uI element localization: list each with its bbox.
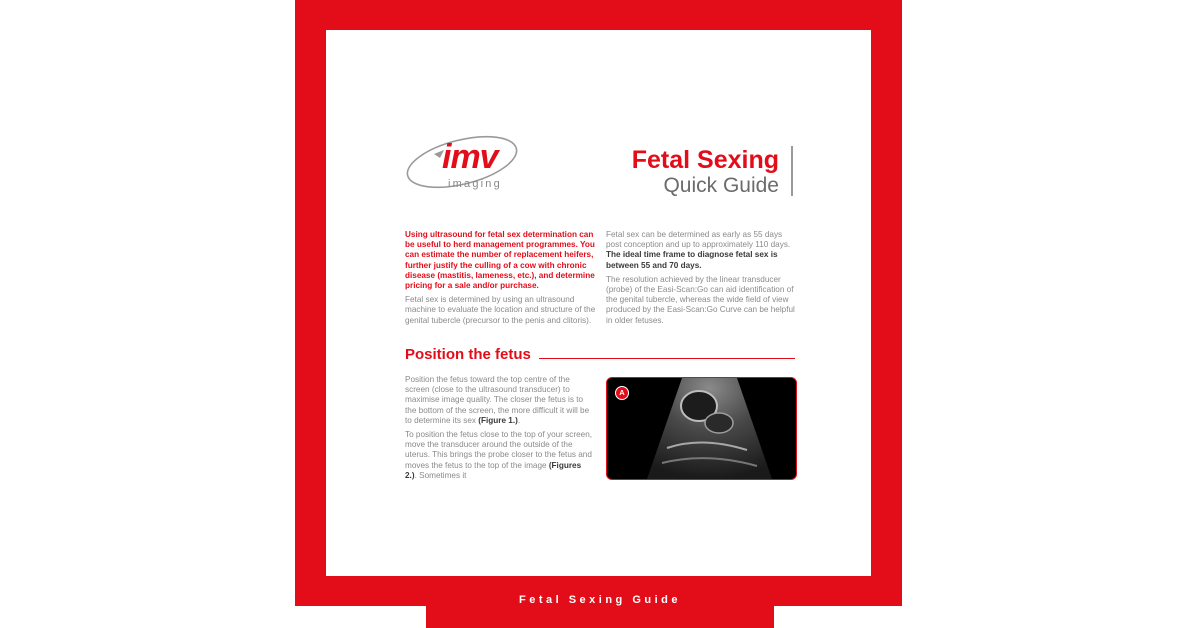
title-block: [632, 146, 793, 196]
section-body: [405, 375, 593, 480]
section-paragraph-1: [405, 375, 593, 426]
logo-wordmark: imv: [442, 138, 498, 176]
resolution-paragraph: The resolution achieved by the linear transducer (probe) of the Easi-Scan:Go can aid identification of the genital tubercle, whereas the wide field of view produced by the Easi-Scan:Go Curve can be helpful in older fetuses.: [606, 274, 795, 325]
logo-subtitle: imaging: [448, 178, 502, 190]
intro-paragraph: Fetal sex is determined by using an ultrasound machine to evaluate the location and structure of the genital tubercle (precursor to the penis and clitoris).: [405, 295, 596, 325]
figure-ref-1: (Figure 1.): [478, 415, 518, 425]
page-subtitle: Quick Guide: [663, 174, 779, 197]
figure-badge: A: [615, 386, 629, 400]
section-header: [405, 346, 795, 364]
timing-paragraph: [606, 230, 798, 271]
intro-right-column: [606, 230, 798, 330]
section-paragraph-2: [405, 430, 593, 480]
intro-left-column: [405, 230, 597, 330]
timing-text: Fetal sex can be determined as early as 55 days post conception and up to approximately 110 days.: [606, 230, 791, 250]
section-title: Position the fetus: [405, 346, 539, 364]
ultrasound-image: [607, 378, 796, 479]
imv-logo: [404, 130, 526, 196]
p1-text: Position the fetus toward the top centre of the screen (close to the ultrasound transducer) to maximise image quality. The closer the fetus is to the bottom of the screen, the more difficult it will be to determine its sex: [405, 375, 590, 425]
ultrasound-figure: [606, 377, 797, 480]
timing-highlight: The ideal time frame to diagnose fetal sex is between 55 and 70 days.: [606, 250, 778, 270]
intro-lead: Using ultrasound for fetal sex determination can be useful to herd management programmes. You can estimate the number of replacement heifers, further justify the culling of a cow with chronic disease (mastitis, lameness, etc.), and determine pricing for a sale and/or purchase.: [405, 230, 595, 291]
p2-end: . Sometimes it: [414, 470, 467, 480]
p1-end: .: [517, 415, 521, 425]
footer-label: Fetal Sexing Guide: [518, 594, 682, 606]
guide-page: [326, 30, 871, 576]
page-title: Fetal Sexing: [631, 146, 779, 174]
figure-ref-2: (Figures 2.): [405, 460, 582, 480]
p2-text: To position the fetus close to the top of your screen, move the transducer around the outside of the uterus. This brings the probe closer to the fetus and moves the fetus to the top of the image: [405, 430, 593, 470]
